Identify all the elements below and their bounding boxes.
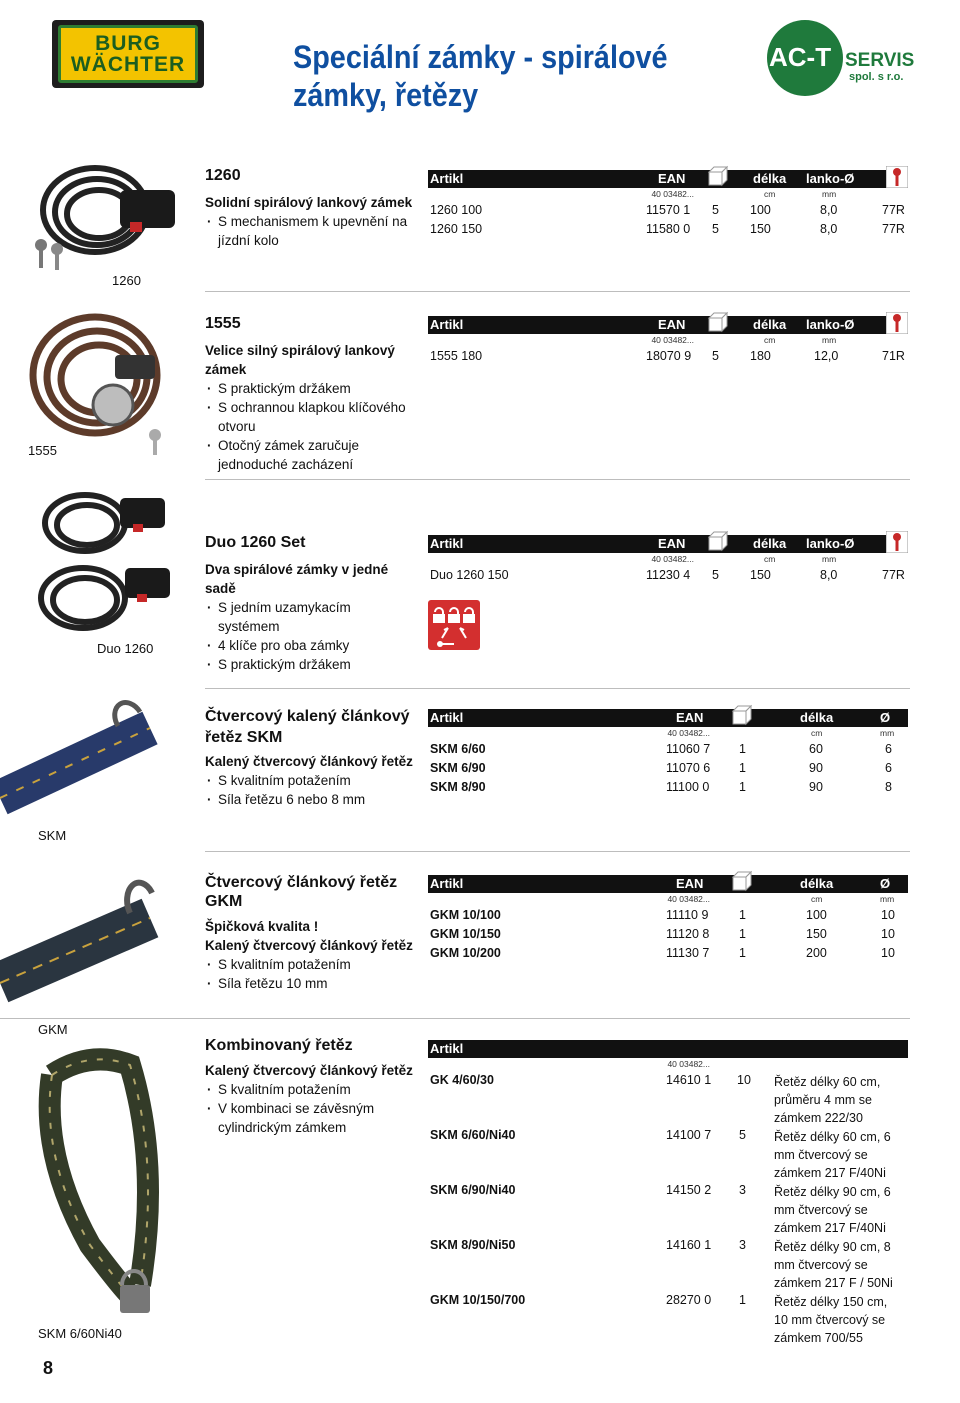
cell-description: Řetěz délky 90 cm, 8 mm čtvercový se zámkem 217 F / 50Ni — [774, 1240, 893, 1290]
caption-skm: SKM — [38, 828, 67, 843]
cell-artikl: 1260 150 — [430, 222, 483, 236]
cell-diameter: 6 — [885, 761, 892, 775]
act-servis-logo — [765, 18, 915, 98]
cell-pack: 3 — [739, 1183, 746, 1197]
page-title: Speciální zámky - spirálové zámky, řetězy — [293, 39, 668, 113]
col-ean: EAN — [676, 710, 704, 725]
col-ean: EAN — [658, 171, 686, 186]
cell-pack: 5 — [712, 349, 719, 363]
cell-ean: 11070 6 — [666, 761, 711, 775]
col-length: délka — [753, 317, 787, 332]
cell-key: 77R — [882, 568, 905, 582]
cell-length: 90 — [809, 780, 823, 794]
table-row — [428, 740, 908, 759]
cell-diameter: 8,0 — [820, 222, 838, 236]
col-ean: EAN — [676, 876, 704, 891]
cell-length: 100 — [750, 203, 771, 217]
unit-cm: cm — [811, 728, 823, 738]
table-units — [428, 334, 908, 347]
cell-diameter: 10 — [881, 946, 895, 960]
table-header — [428, 170, 908, 188]
unit-mm: mm — [822, 554, 837, 564]
cell-artikl: SKM 6/60/Ni40 — [430, 1128, 516, 1142]
cell-pack: 1 — [739, 927, 746, 941]
cell-description: Řetěz délky 60 cm, 6 mm čtvercový se zámkem 217 F/40Ni — [774, 1130, 891, 1180]
product-code: Čtvercový článkový řetěz GKM — [205, 874, 398, 910]
col-artikl: Artikl — [430, 1041, 464, 1056]
cell-ean: 11110 9 — [666, 908, 709, 922]
table-header — [428, 316, 908, 334]
partner-suffix: SERVIS — [845, 50, 915, 71]
col-diameter: Ø — [880, 710, 891, 725]
bullet-item: · Otočný zámek zaručuje jednoduché zacházení — [205, 436, 415, 474]
cell-artikl: GKM 10/150 — [430, 927, 501, 941]
box-icon — [706, 311, 728, 333]
table-header — [428, 1040, 908, 1058]
cell-length: 150 — [750, 222, 771, 236]
section-divider — [205, 688, 910, 689]
cell-diameter: 12,0 — [814, 349, 839, 363]
bullet-item: · S praktickým držákem — [205, 379, 415, 398]
cell-artikl: SKM 8/90 — [430, 780, 486, 794]
cell-artikl: 1555 180 — [430, 349, 483, 363]
description-1260 — [205, 166, 415, 250]
product-code: Duo 1260 Set — [205, 534, 306, 551]
cell-diameter: 6 — [885, 742, 892, 756]
table-row — [428, 944, 908, 963]
unit-mm: mm — [880, 894, 895, 904]
table-1555 — [428, 316, 908, 366]
table-row — [428, 925, 908, 944]
bullet-item: · S kvalitním potažením — [205, 955, 415, 974]
table-skm — [428, 709, 908, 797]
description-gkm — [205, 873, 415, 993]
cell-pack: 1 — [739, 946, 746, 960]
unit-ean: 40 03482... — [667, 728, 710, 738]
description-1555 — [205, 314, 415, 474]
table-row — [428, 1291, 908, 1346]
cell-description: Řetěz délky 60 cm, průměru 4 mm se zámkem 222/30 — [774, 1075, 881, 1125]
key-icon — [886, 531, 908, 553]
bullet-item: · S praktickým držákem — [205, 655, 415, 674]
description-combination — [205, 1036, 415, 1137]
cell-length: 150 — [806, 927, 827, 941]
cell-pack: 10 — [737, 1073, 751, 1087]
product-code: Kombinovaný řetěz — [205, 1037, 353, 1054]
col-length: délka — [800, 710, 834, 725]
col-artikl: Artikl — [430, 317, 464, 332]
cell-length: 180 — [750, 349, 771, 363]
cell-ean: 14150 2 — [666, 1183, 712, 1197]
cell-key: 77R — [882, 222, 905, 236]
unit-ean: 40 03482... — [651, 554, 694, 564]
caption-duo-1260: Duo 1260 — [97, 641, 154, 656]
unit-cm: cm — [764, 189, 776, 199]
product-subtitle: Velice silný spirálový lankový zámek — [205, 343, 395, 377]
unit-ean: 40 03482... — [651, 189, 694, 199]
box-icon — [706, 530, 728, 552]
key-icon — [886, 312, 908, 334]
col-artikl: Artikl — [430, 536, 464, 551]
product-image-1555 — [15, 305, 195, 460]
bullet-item: · S mechanismem k upevnění na jízdní kolo — [205, 212, 415, 250]
cell-pack: 1 — [739, 742, 746, 756]
cell-diameter: 10 — [881, 927, 895, 941]
section-divider — [205, 291, 910, 292]
cell-key: 71R — [882, 349, 905, 363]
description-duo-1260 — [205, 533, 415, 674]
unit-cm: cm — [764, 335, 776, 345]
cell-artikl: SKM 6/90/Ni40 — [430, 1183, 516, 1197]
cell-ean: 28270 0 — [666, 1293, 712, 1307]
bullet-item: · S ochrannou klapkou klíčového otvoru — [205, 398, 415, 436]
burg-waechter-logo — [52, 20, 204, 88]
box-icon — [706, 165, 728, 187]
bullet-item: · S kvalitním potažením — [205, 771, 415, 790]
caption-gkm: GKM — [38, 1022, 68, 1037]
cell-artikl: 1260 100 — [430, 203, 483, 217]
cell-diameter: 8 — [885, 780, 892, 794]
cell-ean: 14610 1 — [666, 1073, 712, 1087]
unit-cm: cm — [811, 894, 823, 904]
cell-ean: 11580 0 — [646, 222, 691, 236]
table-header — [428, 535, 908, 553]
page-number: 8 — [43, 1358, 54, 1378]
section-divider — [205, 851, 910, 852]
partner-name: AC-T — [769, 42, 832, 72]
table-row — [428, 1236, 908, 1291]
table-units — [428, 1058, 908, 1071]
cell-key: 77R — [882, 203, 905, 217]
col-ean: EAN — [658, 317, 686, 332]
unit-mm: mm — [822, 335, 837, 345]
cell-ean: 14160 1 — [666, 1238, 712, 1252]
section-divider — [205, 479, 910, 480]
table-units — [428, 188, 908, 201]
product-subtitle: Kalený čtvercový článkový řetěz — [205, 938, 413, 953]
product-code: Čtvercový kalený článkový řetěz SKM — [205, 708, 410, 746]
cell-length: 100 — [806, 908, 827, 922]
col-cable-diameter: lanko-Ø — [806, 536, 855, 551]
col-artikl: Artikl — [430, 876, 464, 891]
table-row — [428, 566, 908, 585]
table-units — [428, 727, 908, 740]
section-divider — [0, 1018, 910, 1019]
col-ean: EAN — [658, 536, 686, 551]
cell-pack: 5 — [712, 222, 719, 236]
caption-skm-6-60ni40: SKM 6/60Ni40 — [38, 1326, 122, 1341]
product-image-skm — [0, 698, 200, 823]
burg-waechter-logo-inner — [58, 25, 198, 83]
bullet-item: · V kombinaci se závěsným cylindrickým zámkem — [205, 1099, 415, 1137]
product-subtitle: Dva spirálové zámky v jedné sadě — [205, 562, 389, 596]
cell-diameter: 8,0 — [820, 568, 838, 582]
table-row — [428, 1071, 908, 1126]
product-subtitle: Kalený čtvercový článkový řetěz — [205, 754, 413, 769]
cell-pack: 5 — [712, 568, 719, 582]
table-header — [428, 875, 908, 893]
cell-ean: 14100 7 — [666, 1128, 712, 1142]
caption-1260: 1260 — [112, 273, 141, 288]
table-units — [428, 553, 908, 566]
col-diameter: Ø — [880, 876, 891, 891]
table-row — [428, 347, 908, 366]
table-combination — [428, 1040, 908, 1346]
unit-ean: 40 03482... — [651, 335, 694, 345]
cell-pack: 1 — [739, 780, 746, 794]
cell-ean: 11230 4 — [646, 568, 691, 582]
cell-artikl: Duo 1260 150 — [430, 568, 509, 582]
cell-ean: 11130 7 — [666, 946, 710, 960]
table-header — [428, 709, 908, 727]
product-subtitle-quality: Špičková kvalita ! — [205, 919, 319, 934]
partner-company: spol. s r.o. — [849, 71, 904, 83]
cell-artikl: SKM 6/60 — [430, 742, 486, 756]
cell-pack: 1 — [739, 761, 746, 775]
product-image-gkm — [0, 858, 200, 1008]
cell-ean: 11570 1 — [646, 203, 691, 217]
cell-pack: 1 — [739, 1293, 746, 1307]
cell-ean: 18070 9 — [646, 349, 692, 363]
cell-ean: 11100 0 — [666, 780, 710, 794]
cell-artikl: GKM 10/100 — [430, 908, 501, 922]
table-row — [428, 759, 908, 778]
cell-artikl: SKM 6/90 — [430, 761, 486, 775]
cell-length: 60 — [809, 742, 823, 756]
table-row — [428, 201, 908, 220]
cell-description: Řetěz délky 150 cm, 10 mm čtvercový se zámkem 700/55 — [774, 1295, 888, 1345]
table-row — [428, 1181, 908, 1236]
cell-diameter: 10 — [881, 908, 895, 922]
box-icon — [730, 704, 752, 726]
table-gkm — [428, 875, 908, 963]
product-image-1260 — [25, 150, 195, 275]
product-subtitle: Kalený čtvercový článkový řetěz — [205, 1063, 413, 1078]
product-code: 1260 — [205, 167, 241, 184]
cell-ean: 11120 8 — [666, 927, 710, 941]
cell-pack: 5 — [712, 203, 719, 217]
table-row — [428, 906, 908, 925]
cell-length: 150 — [750, 568, 771, 582]
product-subtitle: Solidní spirálový lankový zámek — [205, 195, 413, 210]
col-length: délka — [753, 171, 787, 186]
box-icon — [730, 870, 752, 892]
product-image-duo-1260 — [25, 488, 195, 638]
product-code: 1555 — [205, 315, 241, 332]
col-length: délka — [753, 536, 787, 551]
unit-cm: cm — [764, 554, 776, 564]
cell-pack: 3 — [739, 1238, 746, 1252]
col-cable-diameter: lanko-Ø — [806, 317, 855, 332]
bullet-item: · Síla řetězu 10 mm — [205, 974, 415, 993]
col-length: délka — [800, 876, 834, 891]
key-icon — [886, 166, 908, 188]
product-image-skm-6-60ni40 — [30, 1045, 195, 1325]
cell-pack: 5 — [739, 1128, 746, 1142]
cell-pack: 1 — [739, 908, 746, 922]
bullet-item: · S jedním uzamykacím systémem — [205, 598, 415, 636]
bullet-item: · S kvalitním potažením — [205, 1080, 415, 1099]
table-1260 — [428, 170, 908, 239]
col-artikl: Artikl — [430, 710, 464, 725]
unit-mm: mm — [822, 189, 837, 199]
col-artikl: Artikl — [430, 171, 464, 186]
cell-length: 200 — [806, 946, 827, 960]
unit-mm: mm — [880, 728, 895, 738]
table-units — [428, 893, 908, 906]
description-skm — [205, 706, 415, 809]
cell-artikl: GKM 10/200 — [430, 946, 501, 960]
table-duo-1260 — [428, 535, 908, 585]
unit-ean: 40 03482... — [667, 1059, 710, 1069]
caption-1555: 1555 — [28, 443, 57, 458]
cell-artikl: SKM 8/90/Ni50 — [430, 1238, 516, 1252]
col-cable-diameter: lanko-Ø — [806, 171, 855, 186]
brand-line-1: BURG — [95, 32, 161, 55]
table-row — [428, 1126, 908, 1181]
table-row — [428, 220, 908, 239]
bullet-item: · Síla řetězu 6 nebo 8 mm — [205, 790, 415, 809]
cell-diameter: 8,0 — [820, 203, 838, 217]
unit-ean: 40 03482... — [667, 894, 710, 904]
bullet-item: · 4 klíče pro oba zámky — [205, 636, 415, 655]
same-key-padlocks-icon — [428, 600, 480, 650]
brand-line-2: WÄCHTER — [70, 53, 186, 76]
table-row — [428, 778, 908, 797]
cell-artikl: GK 4/60/30 — [430, 1073, 494, 1087]
cell-length: 90 — [809, 761, 823, 775]
cell-ean: 11060 7 — [666, 742, 711, 756]
cell-description: Řetěz délky 90 cm, 6 mm čtvercový se zámkem 217 F/40Ni — [774, 1185, 891, 1235]
cell-artikl: GKM 10/150/700 — [430, 1293, 526, 1307]
